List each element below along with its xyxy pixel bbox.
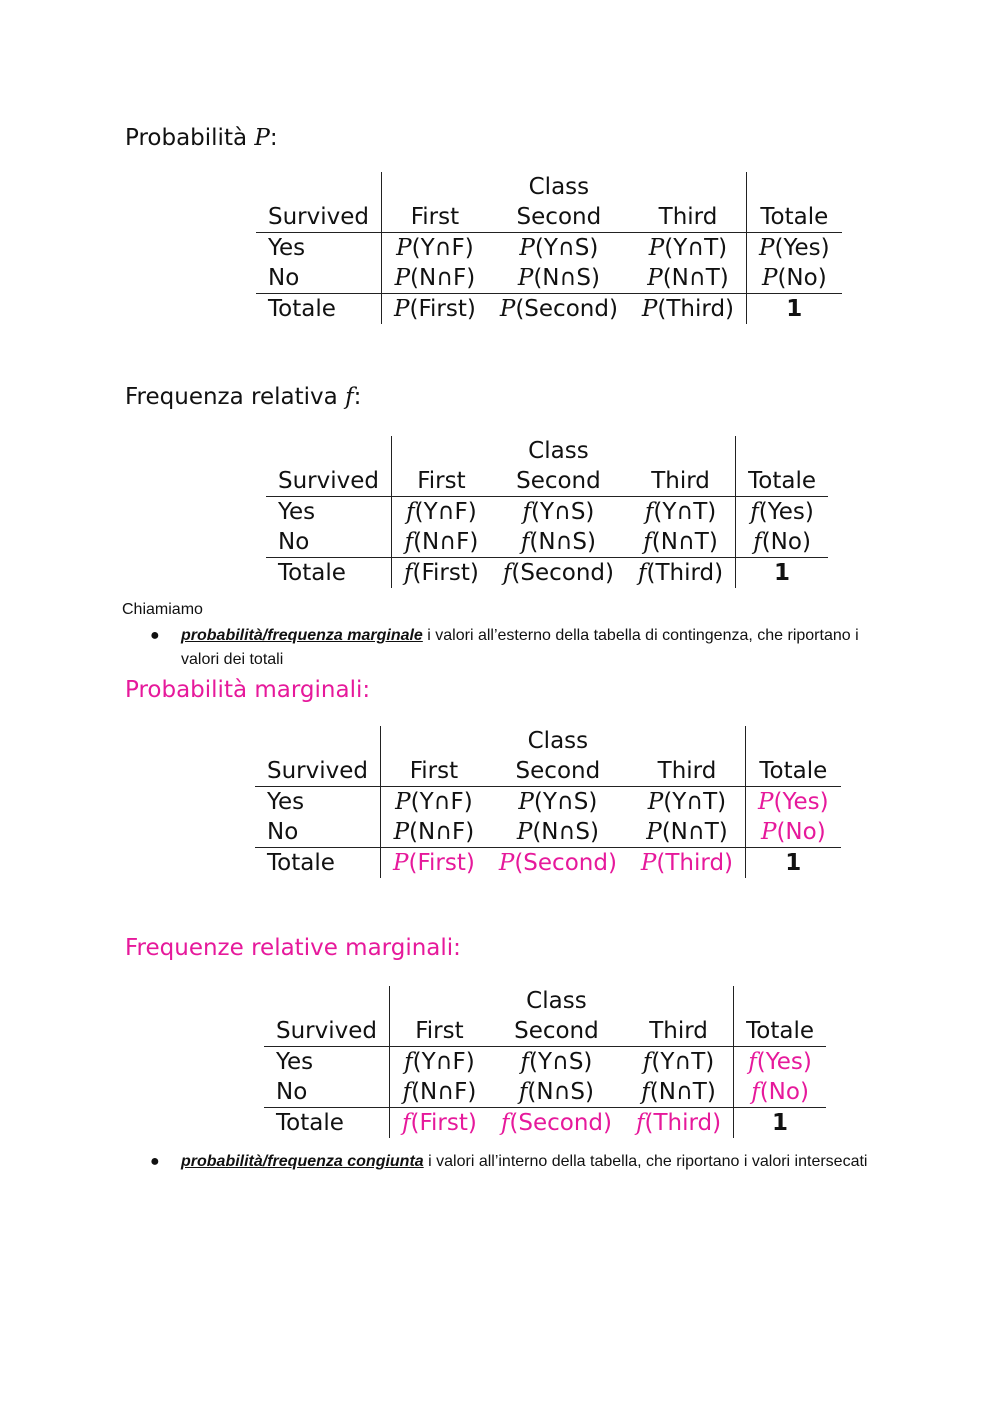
cell-yes-first: f(Y∩F): [390, 1047, 489, 1078]
cell-total-first: P(First): [382, 294, 488, 325]
col-header-first: First: [382, 202, 488, 233]
col-header-total: Totale: [736, 466, 828, 497]
list-item: [0, 624, 881, 672]
class-header: Class: [528, 174, 590, 200]
cell-no-first: P(N∩F): [381, 817, 487, 848]
cell-no-third: P(N∩T): [647, 265, 729, 291]
col-header-third: Third: [630, 202, 747, 233]
col-header-second: Second: [491, 466, 626, 497]
col-header-second: Second: [489, 1016, 624, 1047]
col-header-first: First: [392, 466, 491, 497]
table-row: [256, 233, 842, 264]
cell-total-second: f(Second): [491, 558, 626, 589]
bullet-list-marginal: [0, 624, 1000, 672]
cell-total-third-marginal: f(Third): [624, 1108, 734, 1139]
cell-total-second: P(Second): [488, 294, 630, 325]
row-label-total: Totale: [255, 848, 381, 879]
cell-grand-total: 1: [734, 1108, 826, 1139]
cell-no-second: P(N∩S): [517, 265, 600, 291]
cell-yes-third: P(Y∩T): [647, 789, 727, 815]
class-header: Class: [527, 728, 589, 754]
cell-grand-total: 1: [746, 848, 841, 879]
col-header-first: First: [381, 756, 487, 787]
cell-yes-third: f(Y∩T): [644, 499, 717, 525]
table-row: [264, 1047, 826, 1078]
class-header: Class: [526, 988, 587, 1014]
cell-no-total: f(No): [736, 527, 828, 558]
cell-yes-third: P(Y∩T): [648, 235, 728, 261]
term-marginal: probabilità/frequenza marginale: [181, 627, 423, 644]
cell-no-third: f(N∩T): [641, 1079, 716, 1105]
survived-header: Survived: [266, 466, 392, 497]
cell-no-first: P(N∩F): [382, 263, 488, 294]
table-row: [255, 848, 841, 879]
col-header-total: Totale: [734, 1016, 826, 1047]
row-label-total: Totale: [264, 1108, 390, 1139]
table-row: [266, 497, 828, 528]
col-header-third: Third: [629, 756, 746, 787]
cell-yes-second: f(Y∩S): [522, 499, 595, 525]
cell-no-third: P(N∩T): [646, 819, 728, 845]
cell-no-first: f(N∩F): [390, 1077, 489, 1108]
marginal-probability-table: [255, 726, 841, 878]
term-joint: probabilità/frequenza congiunta: [181, 1153, 424, 1170]
cell-no-second: f(N∩S): [520, 529, 596, 555]
cell-yes-total-marginal: f(Yes): [734, 1047, 826, 1078]
frequency-table: [266, 436, 828, 588]
cell-grand-total: 1: [736, 558, 828, 589]
cell-yes-first: P(Y∩F): [381, 787, 487, 818]
marginal-frequency-table: [264, 986, 826, 1138]
cell-total-second-marginal: P(Second): [487, 848, 629, 879]
cell-yes-second: P(Y∩S): [519, 235, 599, 261]
row-label-yes: Yes: [276, 1049, 314, 1075]
cell-total-third-marginal: P(Third): [629, 848, 746, 879]
chiamiamo-text: Chiamiamo: [122, 601, 203, 618]
list-item: [0, 1150, 881, 1174]
cell-no-total: P(No): [747, 263, 842, 294]
bullet-dot: ●: [150, 1153, 160, 1170]
probability-heading: Probabilità P:: [125, 125, 278, 151]
cell-yes-third: f(Y∩T): [642, 1049, 715, 1075]
cell-no-total-marginal: f(No): [734, 1077, 826, 1108]
marginal-probability-heading: Probabilità marginali:: [125, 677, 371, 703]
row-label-no: No: [278, 529, 310, 555]
row-label-yes: Yes: [278, 499, 316, 525]
table-row: [264, 1077, 826, 1108]
col-header-total: Totale: [747, 202, 842, 233]
probability-table: [256, 172, 842, 324]
table-row: [255, 787, 841, 818]
cell-yes-total-marginal: P(Yes): [746, 787, 841, 818]
table-row: [264, 1108, 826, 1139]
table-row: [256, 294, 842, 325]
col-header-first: First: [390, 1016, 489, 1047]
row-label-no: No: [267, 819, 299, 845]
cell-no-first: f(N∩F): [392, 527, 491, 558]
cell-no-third: f(N∩T): [643, 529, 718, 555]
cell-total-third: P(Third): [630, 294, 747, 325]
bullet-dot: ●: [150, 627, 160, 644]
cell-yes-total: P(Yes): [747, 233, 842, 264]
row-label-total: Totale: [256, 294, 382, 325]
table-row: [266, 527, 828, 558]
table-row: [256, 263, 842, 294]
cell-total-first: f(First): [392, 558, 491, 589]
cell-total-first-marginal: P(First): [381, 848, 487, 879]
cell-no-second: P(N∩S): [516, 819, 599, 845]
frequency-heading: Frequenza relativa f:: [125, 384, 362, 410]
col-header-second: Second: [488, 202, 630, 233]
row-label-no: No: [268, 265, 300, 291]
cell-no-total-marginal: P(No): [746, 817, 841, 848]
survived-header: Survived: [255, 756, 381, 787]
bullet-list-joint: [0, 1150, 1000, 1174]
survived-header: Survived: [256, 202, 382, 233]
cell-total-first-marginal: f(First): [390, 1108, 489, 1139]
col-header-second: Second: [487, 756, 629, 787]
class-header: Class: [528, 438, 589, 464]
cell-grand-total: 1: [747, 294, 842, 325]
row-label-no: No: [276, 1079, 308, 1105]
cell-yes-first: P(Y∩F): [382, 233, 488, 264]
cell-yes-second: f(Y∩S): [520, 1049, 593, 1075]
row-label-yes: Yes: [268, 235, 306, 261]
bullet1-description: i valori all’esterno della tabella di contingenza, che riportano i valori dei totali: [181, 627, 859, 668]
survived-header: Survived: [264, 1016, 390, 1047]
col-header-third: Third: [626, 466, 736, 497]
table-row: [255, 817, 841, 848]
col-header-total: Totale: [746, 756, 841, 787]
cell-no-second: f(N∩S): [518, 1079, 594, 1105]
bullet2-description: i valori all’interno della tabella, che riportano i valori intersecati: [423, 1153, 868, 1170]
table-row: [266, 558, 828, 589]
cell-yes-total: f(Yes): [736, 497, 828, 528]
cell-total-third: f(Third): [626, 558, 736, 589]
cell-total-second-marginal: f(Second): [489, 1108, 624, 1139]
cell-yes-first: f(Y∩F): [392, 497, 491, 528]
row-label-yes: Yes: [267, 789, 305, 815]
col-header-third: Third: [624, 1016, 734, 1047]
marginal-frequency-heading: Frequenze relative marginali:: [125, 935, 461, 961]
row-label-total: Totale: [266, 558, 392, 589]
cell-yes-second: P(Y∩S): [518, 789, 598, 815]
